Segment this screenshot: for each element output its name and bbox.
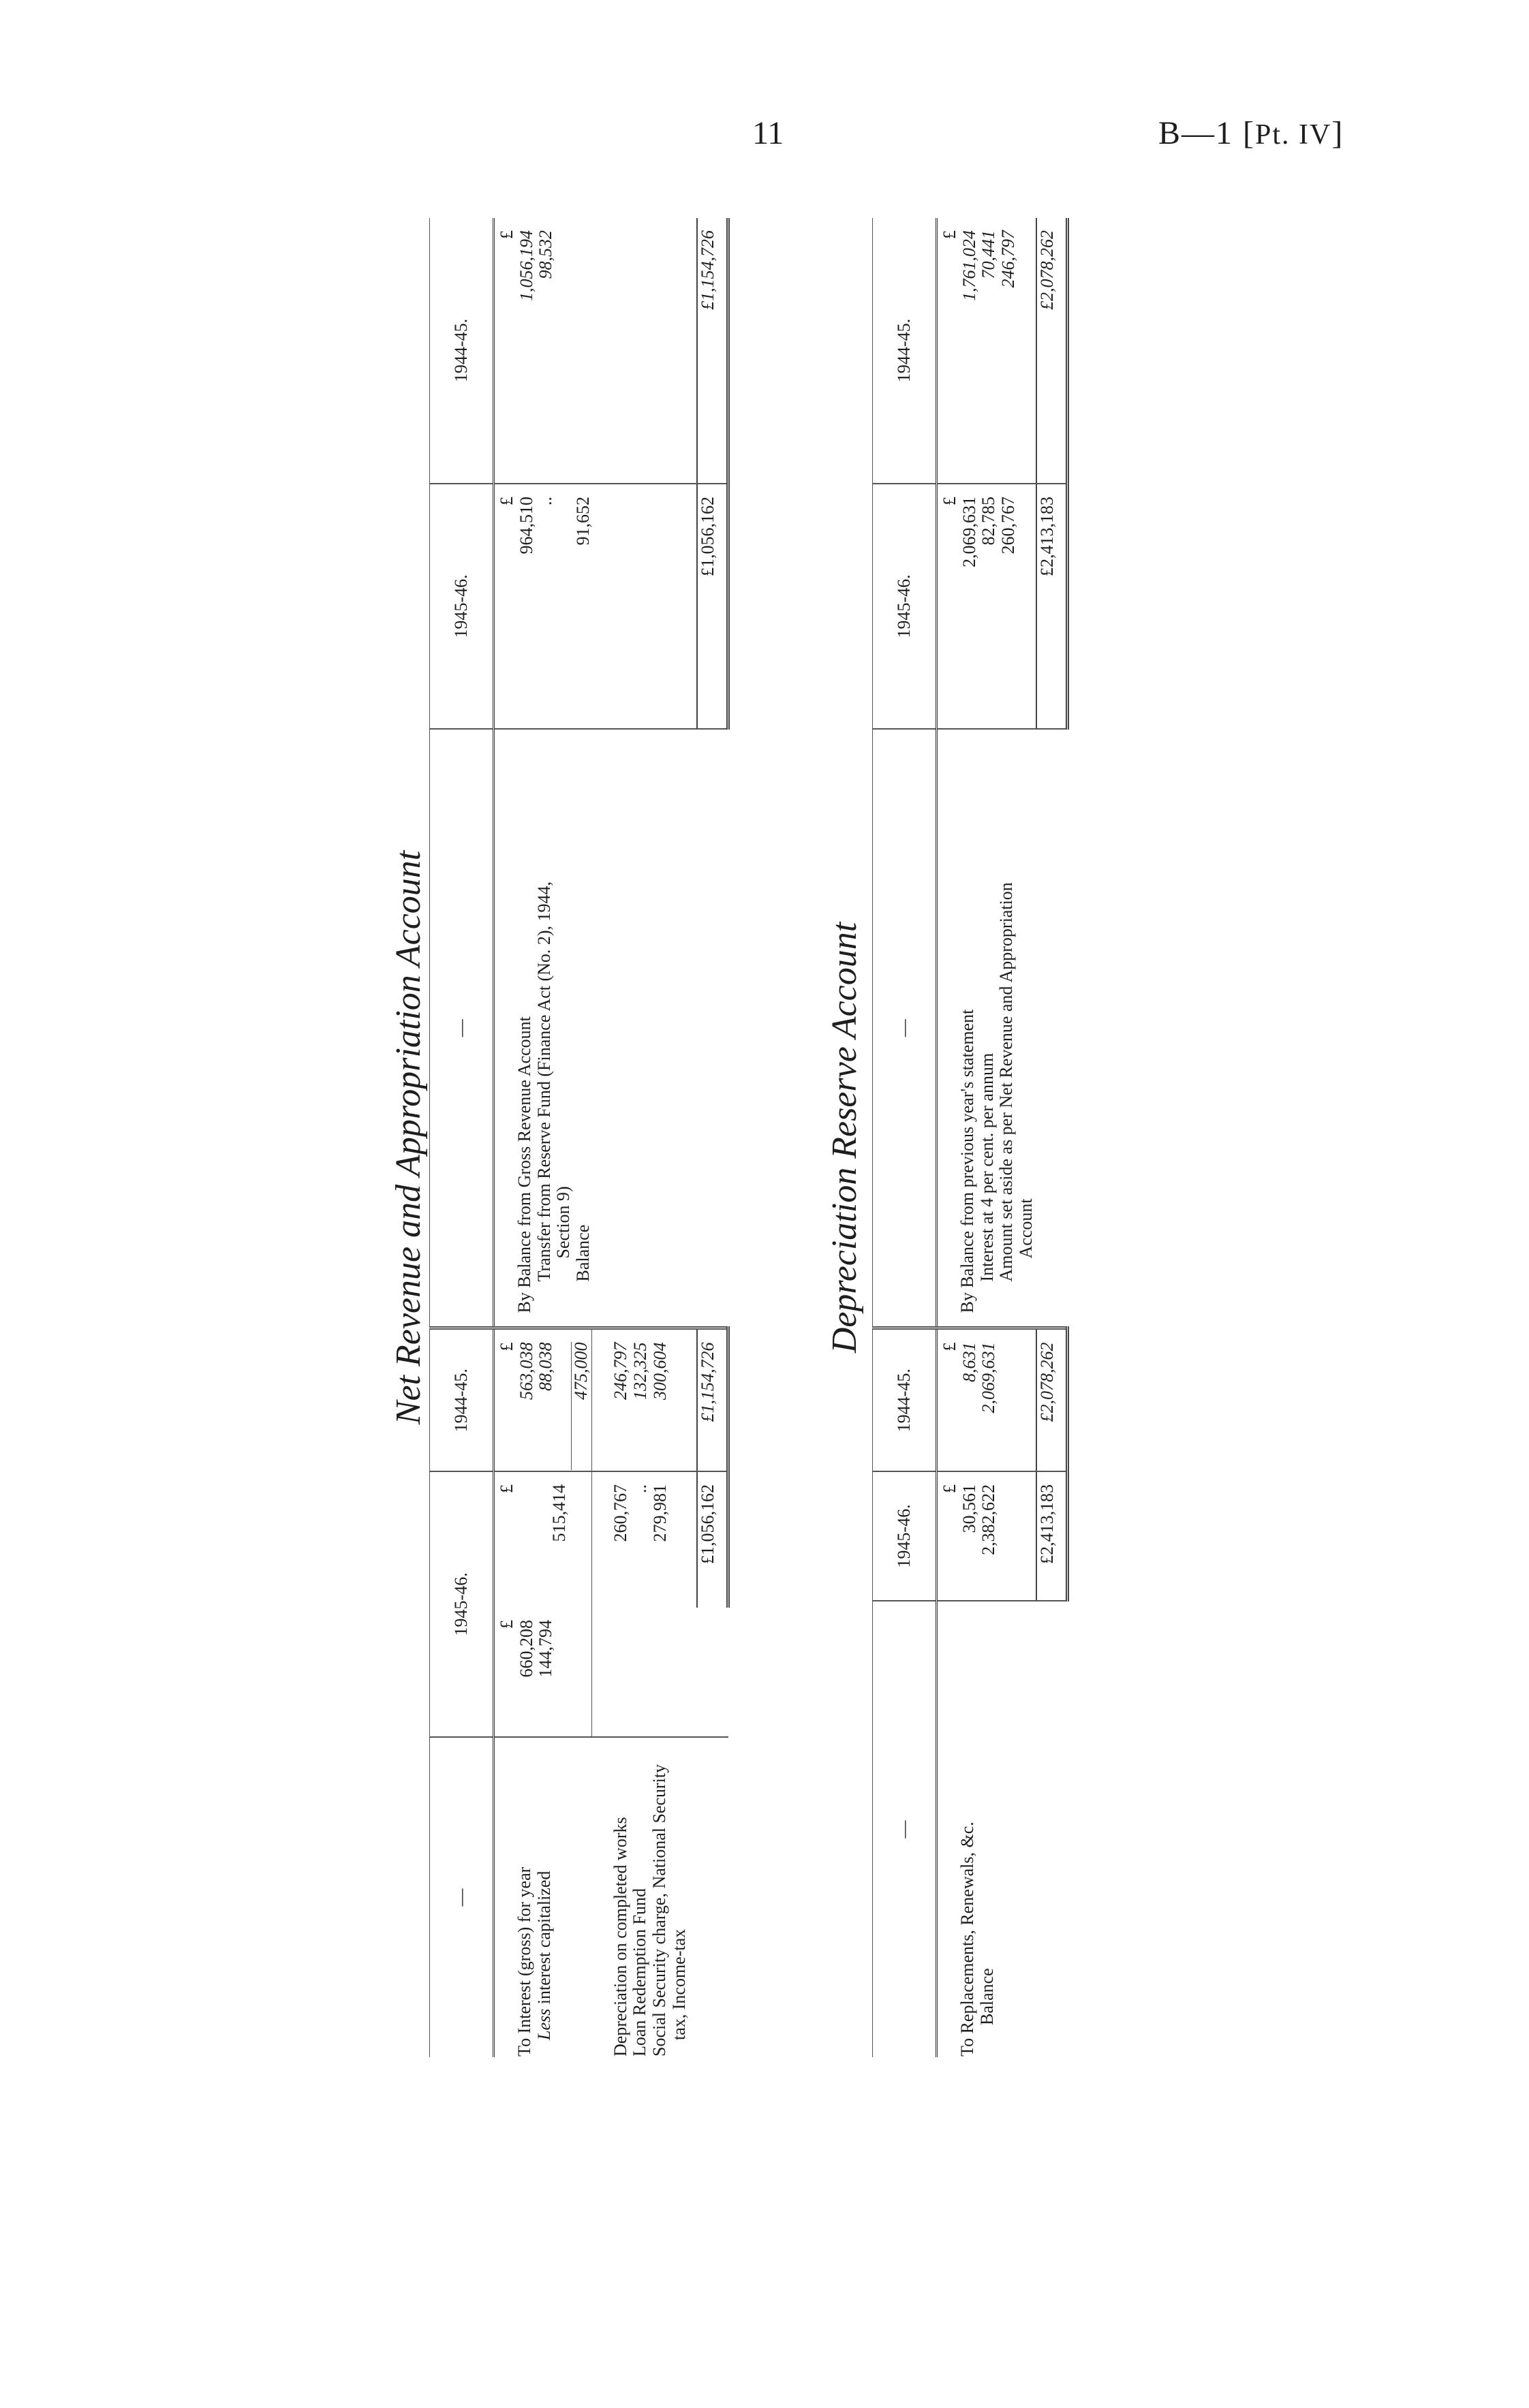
credit-prior-cell (937, 218, 1037, 484)
interest-current-value: 660,208 (516, 1620, 536, 1678)
credit-description-cell (937, 729, 1037, 1328)
debit-description-header: — (430, 1737, 494, 2057)
interest-label: To Interest (gross) for year (514, 1866, 534, 2057)
credit-total-spacer (1036, 729, 1068, 1328)
balance-gross-prior-value: 1,056,194 (516, 230, 536, 301)
less-interest-label (535, 1738, 555, 2057)
balance-label: Balance (572, 1224, 593, 1282)
transfer-current-value: .. (536, 496, 556, 505)
reference-part: Pt. IV (1255, 119, 1332, 151)
balance-label: Balance (976, 1968, 997, 2025)
less-prior-value: 88,038 (536, 1342, 556, 1391)
interest-net-current-cell (494, 1471, 592, 1608)
net-revenue-header-row (430, 218, 494, 2057)
balance-current-value: 2,382,622 (978, 1484, 999, 1555)
balance-current-value: 91,652 (572, 496, 593, 546)
interest-current-value: 82,785 (978, 497, 999, 546)
transfer-prior-value: 98,532 (536, 230, 556, 279)
social-current-value: 279,981 (649, 1484, 670, 1542)
credit-total-spacer (697, 729, 728, 1328)
less-current-value: 144,794 (536, 1620, 556, 1678)
depreciation-label: Depreciation on completed works (610, 1817, 630, 2057)
depreciation-header-row (873, 218, 937, 2057)
amount-prior-value: 246,797 (998, 230, 1018, 288)
balance-gross-current-value: 964,510 (516, 496, 536, 554)
debit-prior-year-header: 1944-45. (430, 1328, 494, 1471)
social-label-line1: Social Security charge, National Security (649, 1764, 670, 2057)
credit-current-cell (937, 484, 1037, 729)
page-number: 11 (752, 115, 784, 151)
interest-net-current-value: 515,414 (549, 1484, 569, 1542)
social-label-line2: tax, Income-tax (668, 1928, 689, 2040)
depreciation-reserve-table (872, 218, 1069, 2057)
credit-description-header: — (873, 729, 937, 1328)
transfer-label-line1: Transfer from Reserve Fund (Finance Act (No. 2), 1944, (534, 881, 554, 1282)
debit-total-current: £2,413,183 (1036, 1471, 1068, 1601)
credit-total-current: £1,056,162 (697, 484, 728, 729)
reference-suffix: ] (1331, 115, 1344, 151)
charges-prior-cell (592, 1328, 697, 1471)
debit-current-cell (937, 1471, 1037, 1601)
pound-sign: £ (497, 1620, 516, 1629)
pound-sign: £ (940, 1484, 959, 1493)
pound-sign: £ (940, 1342, 959, 1351)
debit-total-prior: £1,154,726 (697, 1328, 728, 1471)
charges-current-cell (592, 1471, 697, 1608)
replacements-prior-value: 8,631 (959, 1342, 979, 1382)
depreciation-prior-value: 246,797 (611, 1342, 631, 1400)
pound-sign: £ (940, 497, 959, 505)
amount-current-value: 260,767 (998, 497, 1018, 554)
interest-net-prior-value: 475,000 (571, 1342, 591, 1470)
reference-prefix: B—1 [ (1158, 115, 1255, 151)
debit-total-current: £1,056,162 (697, 1471, 728, 1608)
credit-total-prior: £2,078,262 (1036, 218, 1068, 484)
balance-prev-label: By Balance from previous year's statement (957, 1009, 977, 1313)
balance-gross-label: By Balance from Gross Revenue Account (514, 1016, 534, 1313)
debit-total-prior: £2,078,262 (1036, 1328, 1068, 1471)
credit-prior-year-header: 1944-45. (873, 218, 937, 484)
less-rest: interest capitalized (534, 1871, 554, 2009)
credit-prior-cell (494, 218, 698, 484)
net-revenue-account (429, 218, 730, 2057)
debit-current-year-header: 1945-46. (873, 1471, 937, 1601)
amount-label-line2: Account (1015, 1198, 1036, 1259)
interest-current-cell (494, 1608, 592, 1737)
replacements-label: To Replacements, Renewals, &c. (957, 1821, 977, 2057)
pound-sign: £ (940, 230, 959, 239)
pound-sign: £ (497, 1342, 516, 1351)
less-word: Less (534, 2008, 554, 2040)
debit-total-spacer (1036, 1601, 1068, 2057)
interest-prior-value: 70,441 (978, 230, 999, 279)
interest-prior-cell (494, 1328, 592, 1471)
credit-total-current: £2,413,183 (1036, 484, 1068, 729)
balance-prev-current-value: 2,069,631 (959, 497, 979, 567)
debit-prior-cell (937, 1328, 1037, 1471)
transfer-label-line2: Section 9) (553, 1186, 574, 1259)
pound-sign: £ (497, 230, 516, 239)
interest-prior-value: 563,038 (516, 1342, 536, 1400)
interest-label: Interest at 4 per cent. per annum (976, 1052, 997, 1282)
credit-description-cell (494, 729, 698, 1328)
debit-total-spacer (697, 1608, 728, 1737)
debit-description-header: — (873, 1601, 937, 2057)
table-row (494, 218, 592, 2057)
credit-current-year-header: 1945-46. (873, 484, 937, 729)
social-prior-value: 300,604 (649, 1342, 670, 1400)
loan-label: Loan Redemption Fund (630, 1888, 650, 2057)
amount-label-line1: Amount set aside as per Net Revenue and Appropriation (996, 882, 1017, 1282)
loan-current-value: .. (630, 1484, 650, 1493)
credit-description-header: — (430, 729, 494, 1328)
credit-total-prior: £1,154,726 (697, 218, 728, 484)
charges-current-blank (592, 1608, 697, 1737)
pound-sign: £ (497, 1484, 516, 1493)
debit-current-year-header: 1945-46. (430, 1471, 494, 1737)
document-reference (1158, 114, 1344, 152)
interest-description-cell (494, 1737, 592, 2057)
credit-current-cell (494, 484, 698, 729)
debit-prior-year-header: 1944-45. (873, 1328, 937, 1471)
replacements-current-value: 30,561 (959, 1484, 979, 1533)
credit-prior-year-header: 1944-45. (430, 218, 494, 484)
rotated-page-content (388, 218, 1206, 2057)
loan-prior-value: 132,325 (630, 1342, 650, 1400)
debit-total-spacer (697, 1737, 728, 2057)
pound-sign: £ (497, 496, 516, 505)
credit-current-year-header: 1945-46. (430, 484, 494, 729)
net-revenue-title: Net Revenue and Appropriation Account (389, 850, 428, 1425)
charges-description-cell (592, 1737, 697, 2057)
balance-prev-prior-value: 1,761,024 (959, 230, 979, 301)
table-row (937, 218, 1037, 2057)
net-revenue-table (429, 218, 730, 2057)
balance-prior-value: 2,069,631 (978, 1342, 999, 1413)
depreciation-reserve-title: Depreciation Reserve Account (825, 922, 864, 1354)
debit-description-cell (937, 1601, 1037, 2057)
depreciation-current-value: 260,767 (611, 1484, 631, 1542)
totals-row (1036, 218, 1068, 2057)
depreciation-reserve-account (872, 218, 1069, 2057)
totals-row (697, 218, 728, 2057)
